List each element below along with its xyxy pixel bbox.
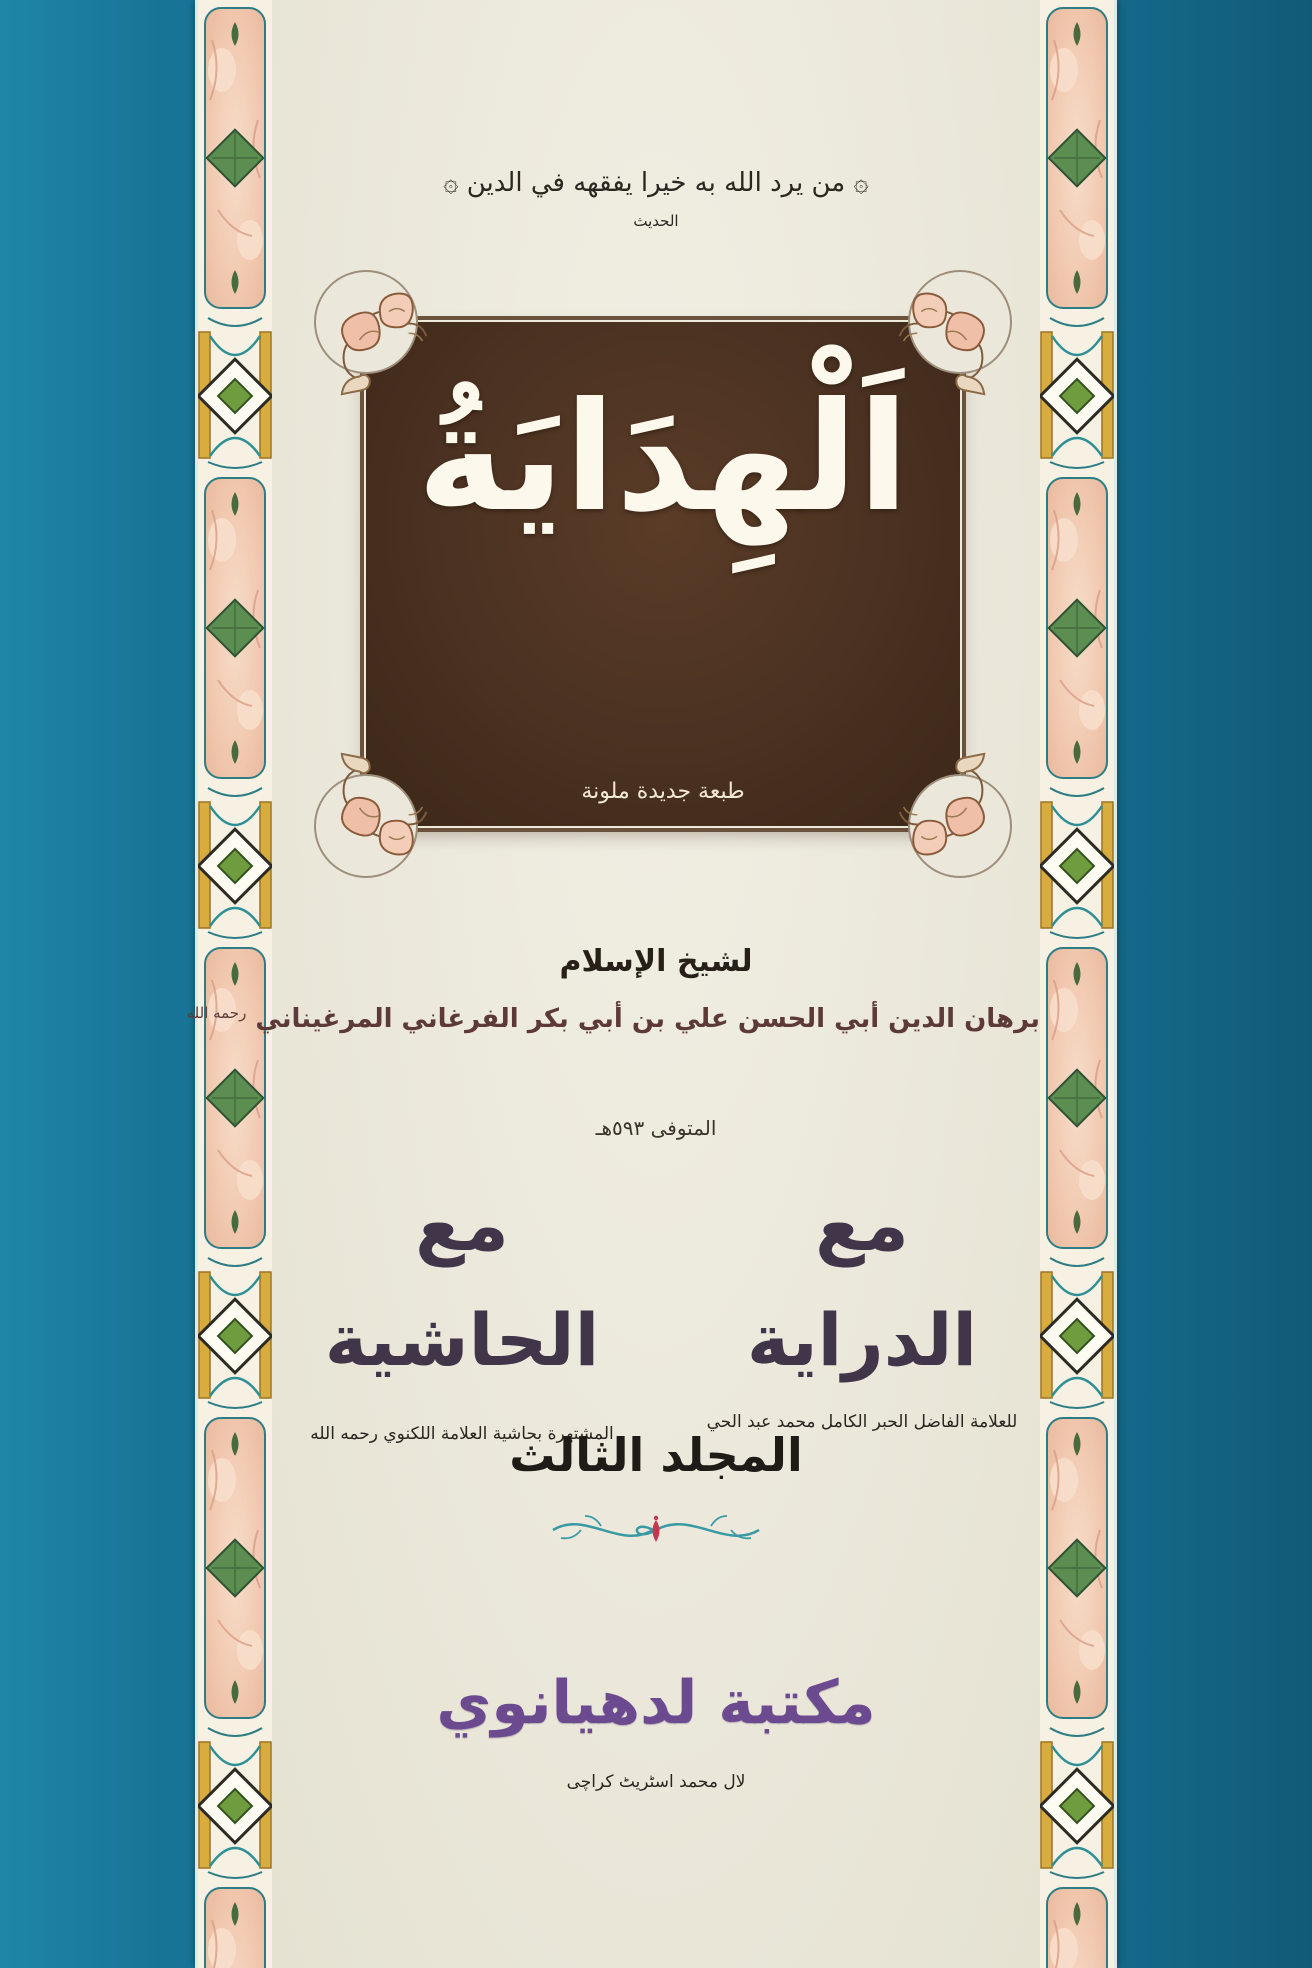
hashiya-author-caption: المشتهرة بحاشية العلامة اللكنوي رحمه الله xyxy=(310,1424,614,1445)
author-line xyxy=(186,1004,1040,1034)
title-panel xyxy=(366,322,960,826)
floral-border-pattern-icon xyxy=(198,0,272,1968)
publisher-tagline: لال محمد اسٹریٹ کراچی xyxy=(566,1772,746,1792)
author-name: برهان الدين أبي الحسن علي بن أبي بكر الفرغاني المرغيناني xyxy=(255,1004,1040,1034)
diraya-author-caption: للعلامة الفاضل الحبر الكامل محمد عبد الحي xyxy=(706,1412,1018,1433)
parchment-page xyxy=(186,0,1040,1968)
diraya-title: مع الدراية xyxy=(746,1183,978,1383)
ornamental-border-right xyxy=(1037,0,1117,1968)
author-blessing: رحمه الله xyxy=(186,1004,247,1022)
publisher-logo-calligraphy: مكتبة لدهيانوي xyxy=(436,1668,876,1738)
hadith-source-note: الحديث xyxy=(633,212,679,230)
companion-title-hashiya xyxy=(302,1168,622,1444)
hadith-line: ۞ من يرد الله به خيرا يفقهه في الدين ۞ xyxy=(443,168,869,198)
edition-note: طبعة جديدة ملونة xyxy=(581,779,745,804)
companion-title-diraya xyxy=(702,1168,1022,1432)
floral-border-pattern-icon xyxy=(1040,0,1114,1968)
divider-flourish-icon xyxy=(541,1506,771,1554)
book-title-calligraphy: اَلْهِدَايَةُ xyxy=(416,371,910,545)
hashiya-title: مع الحاشية xyxy=(324,1183,600,1383)
volume-label: المجلد الثالث xyxy=(509,1428,803,1482)
author-honorific: لشيخ الإسلام xyxy=(559,944,753,979)
ornamental-border-left xyxy=(195,0,275,1968)
death-year-note: المتوفى ٥٩٣هـ xyxy=(595,1116,717,1140)
